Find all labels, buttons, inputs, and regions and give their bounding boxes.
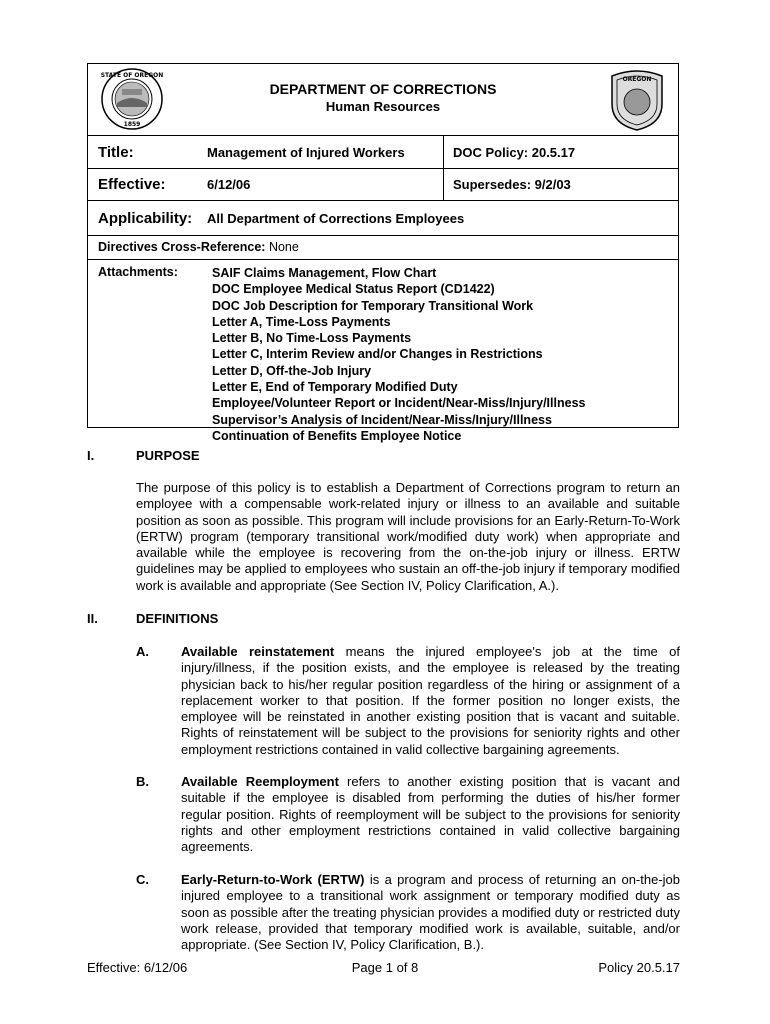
column-divider xyxy=(443,136,444,201)
applicability-label: Applicability: xyxy=(98,210,193,227)
division-name: Human Resources xyxy=(325,99,441,114)
definition-b xyxy=(181,774,680,855)
attachment-item: SAIF Claims Management, Flow Chart xyxy=(212,266,437,280)
directives-label: Directives Cross-Reference: xyxy=(98,240,266,254)
definition-c-term: Early-Return-to-Work (ERTW) xyxy=(181,872,365,887)
applicability-row xyxy=(88,201,678,236)
effective-label: Effective: xyxy=(98,176,166,193)
attachment-item: DOC Employee Medical Status Report (CD1422) xyxy=(212,282,495,297)
definition-b-text: refers to another existing position that is vacant and suitable if the employee is disabled from performing the duties of his/her former regular position. Rights of reemployment will be subject to the provisions for seniority rights and other employment restrictions contained in valid collective bargaining agreements. xyxy=(181,774,680,855)
attachment-item: DOC Job Description for Temporary Transitional Work xyxy=(212,298,534,313)
attachments-list xyxy=(212,265,585,444)
definition-b-term: Available Reemployment xyxy=(181,774,339,789)
supersedes-value: Supersedes: 9/2/03 xyxy=(453,177,571,192)
attachment-item: Employee/Volunteer Report or Incident/Near-Miss/Injury/Illness xyxy=(212,396,586,411)
attachment-item: Letter A, Time-Loss Payments xyxy=(212,314,391,329)
footer-policy: Policy 20.5.17 xyxy=(598,960,680,975)
attachment-item: Supervisor’s Analysis of Incident/Near-Miss/Injury/Illness xyxy=(212,412,552,427)
definitions-heading: DEFINITIONS xyxy=(136,611,219,626)
directives-value: None xyxy=(268,240,299,254)
title-row xyxy=(88,136,678,169)
attachment-item: Letter E, End of Temporary Modified Duty xyxy=(212,380,458,395)
directives-row xyxy=(88,236,678,260)
attachment-item: Letter B, No Time-Loss Payments xyxy=(212,331,412,346)
footer-effective: Effective: 6/12/06 xyxy=(87,960,188,975)
attachments-label: Attachments: xyxy=(98,265,178,279)
definition-a-text: means the injured employee's job at the time of injury/illness, if the position exists, and the employee is released by the treating physician back to his/her regular position regardless of the hiring or assignment of a replacement worker to that position. If the former position no longer exists, the employee will be reinstated in another existing position that is vacant and suitable. Rights of reinstatement will be subject to the provisions for seniority rights and other employment restrictions contained in valid collective bargaining agreements. xyxy=(181,644,681,757)
attachment-item: Continuation of Benefits Employee Notice xyxy=(212,428,462,443)
department-name: DEPARTMENT OF CORRECTIONS xyxy=(269,81,497,97)
svg-text:STATE OF OREGON: STATE OF OREGON xyxy=(100,72,164,79)
attachments-row xyxy=(88,260,678,443)
definition-a-term: Available reinstatement xyxy=(181,644,335,659)
policy-number: DOC Policy: 20.5.17 xyxy=(453,145,576,160)
effective-value: 6/12/06 xyxy=(207,177,251,192)
policy-header-box xyxy=(87,63,679,443)
purpose-number: I. xyxy=(87,448,95,463)
svg-text:OREGON: OREGON xyxy=(622,76,652,83)
applicability-value: All Department of Corrections Employees xyxy=(207,211,465,226)
effective-row xyxy=(88,169,678,201)
purpose-text: The purpose of this policy is to establish a Department of Corrections program to return an employee with a compensable work-related injury or illness to an available and suitable position as soon as possible. This program will include provisions for an Early-Return-To-Work (ERTW) program (temporary transitional work/modified duty work) when appropriate and available while the employee is recovering from the on-the-job injury or illness. ERTW guidelines may be applied to employees who sustain an off-the-job injury if temporary modified work is available and appropriate (See Section IV, Policy Clarification, A.). xyxy=(136,480,680,593)
department-row xyxy=(88,64,678,136)
title-label: Title: xyxy=(98,144,134,161)
definition-a-letter: A. xyxy=(136,644,149,659)
definition-a xyxy=(181,644,680,758)
definition-c xyxy=(181,872,680,953)
definition-b-letter: B. xyxy=(136,774,149,789)
definition-c-letter: C. xyxy=(136,872,149,887)
purpose-heading: PURPOSE xyxy=(136,448,200,463)
definitions-number: II. xyxy=(87,611,98,626)
title-value: Management of Injured Workers xyxy=(207,145,405,160)
corrections-badge-icon xyxy=(608,68,666,132)
footer-page-number: Page 1 of 8 xyxy=(351,960,419,975)
attachment-item: Letter D, Off-the-Job Injury xyxy=(212,363,372,378)
definition-c-text: is a program and process of returning an on-the-job injured employee to a transitional work assignment or temporary modified duty as soon as possible after the treating physician provides a modified duty or restricted duty work release, provided that temporary modified work is available, suitable, and/or appropriate. (See Section IV, Policy Clarification, B.). xyxy=(181,872,680,953)
attachment-item: Letter C, Interim Review and/or Changes in Restrictions xyxy=(212,347,543,362)
svg-text:1859: 1859 xyxy=(123,121,141,128)
